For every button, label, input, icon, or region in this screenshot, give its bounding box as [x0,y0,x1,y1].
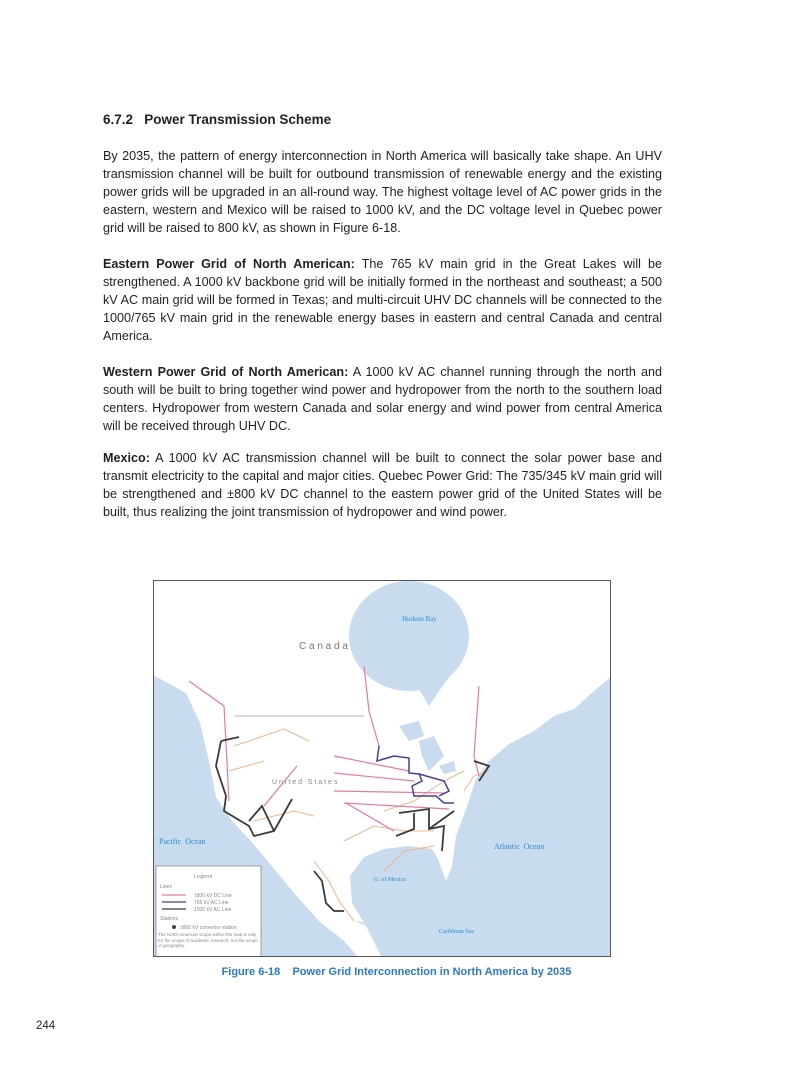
svg-text:Hudson Bay: Hudson Bay [402,615,437,623]
svg-text:Stations: Stations [160,916,179,922]
svg-text:±800 kV convertor station: ±800 kV convertor station [180,925,237,931]
figure-caption: Figure 6-18 Power Grid Interconnection in North America by 2035 [221,966,572,978]
legend [156,866,261,957]
page-number: 244 [36,1020,56,1032]
paragraph-western: Western Power Grid of North American: A 1000 kV AC channel running through the north and south will be built to bring together wind power and hydropower from the north to the southern load centers. Hydropower from western Canada and solar energy and wind power from central America will be received through UHV DC. [103,365,662,433]
legend-note: The North American scope within this map is only for the scope of academic research, not the scope of geography. [158,932,258,948]
label-us: U n i t e d S t a t e s [272,779,338,786]
label-caribbean: Caribbean Sea [439,929,474,935]
label-atlantic: Atlantic Ocean [494,842,545,851]
power-grid-map [153,580,611,957]
svg-text:1000 kV AC Line: 1000 kV AC Line [194,907,232,913]
converter-station-icon [172,925,176,929]
paragraph-eastern: Eastern Power Grid of North American: The 765 kV main grid in the Great Lakes will be strengthened. A 1000 kV backbone grid will be initially formed in the northeast and southeast; a 500 kV AC main grid will be formed in Texas; and multi-circuit UHV DC channels will be connected to the 1000/765 kV main grid in the renewable energy bases in eastern and central Canada and central America. [103,257,662,343]
label-gulf: G. of Mexico [374,877,407,883]
paragraph-intro: By 2035, the pattern of energy interconnection in North America will basically take shape. An UHV transmission channel will be built for outbound transmission of renewable energy and the existing power grids will be upgraded in an all-round way. The highest voltage level of AC power grids in the eastern, western and Mexico will be raised to 1000 kV, and the DC voltage level in Quebec power grid will be raised to 800 kV, as shown in Figure 6-18. [103,149,662,235]
svg-text:Legend: Legend [194,874,213,880]
section-heading: 6.7.2 Power Transmission Scheme [103,112,332,127]
svg-text:765 kV AC Line: 765 kV AC Line [194,900,229,906]
svg-text:±800 kV DC Line: ±800 kV DC Line [194,893,232,899]
label-pacific: Pacific Ocean [159,837,206,846]
svg-text:Lines: Lines [160,884,172,890]
label-canada: C a n a d a [299,641,348,652]
paragraph-mexico: Mexico: A 1000 kV AC transmission channel will be built to connect the solar power base and transmit electricity to the capital and major cities. Quebec Power Grid: The 735/345 kV main grid will be strengthened and ±800 kV DC channel to the eastern power grid of the United States will be built, thus realizing the joint transmission of hydropower and wind power. [103,451,662,519]
